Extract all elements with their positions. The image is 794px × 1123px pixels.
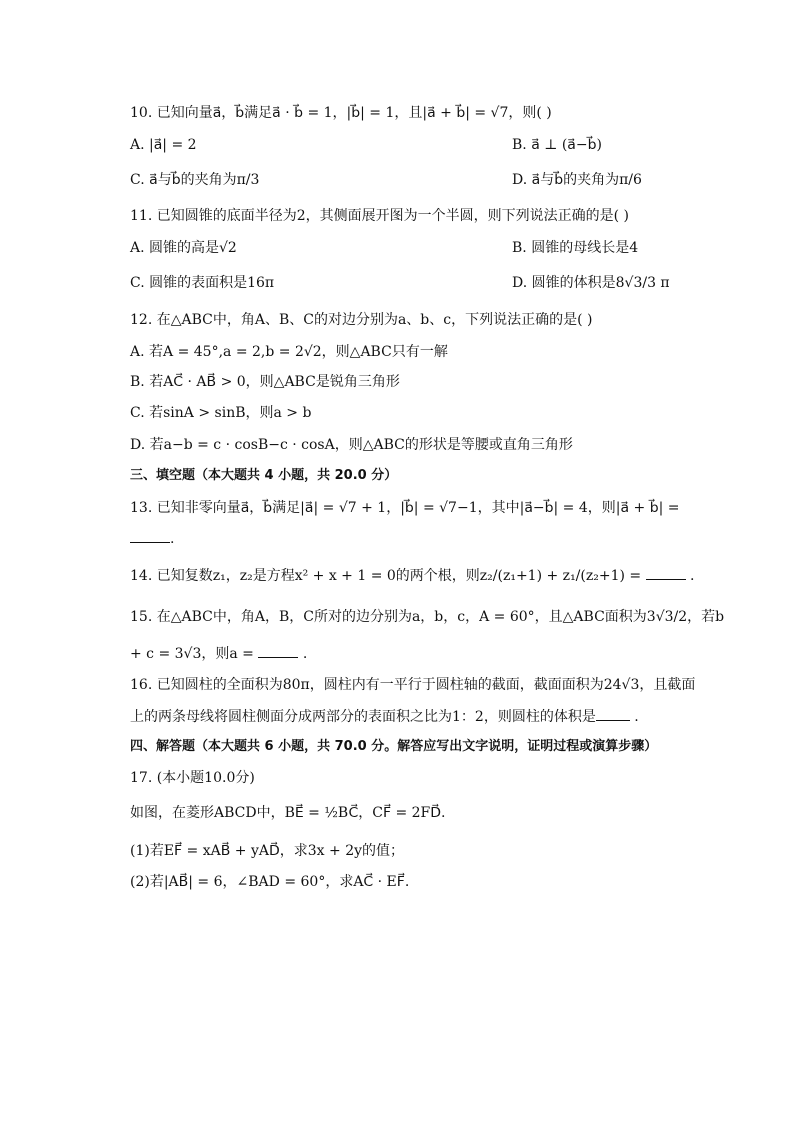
q11-option-b: B. 圆锥的母线长是4	[512, 240, 639, 256]
q11-stem: 11. 已知圆锥的底面半径为2，其侧面展开图为一个半圆，则下列说法正确的是( )	[130, 208, 629, 224]
answer-blank	[258, 643, 298, 658]
q12-option-d: D. 若a−b = c · cosB−c · cosA，则△ABC的形状是等腰或直角三角形	[130, 437, 573, 453]
q17-part1: (1)若EF⃗ = xAB⃗ + yAD⃗，求3x + 2y的值；	[130, 843, 405, 859]
q11-row2	[130, 273, 670, 293]
answer-blank	[596, 706, 630, 721]
q17-intro: 如图，在菱形ABCD中，BE⃗ = ½BC⃗，CF⃗ = 2FD⃗.	[130, 805, 446, 821]
answer-blank	[130, 528, 170, 543]
q15-line1: 15. 在△ABC中，角A，B，C所对的边分别为a，b，c，A = 60°，且△ABC面积为3√3/2，若b	[130, 609, 725, 625]
q10-option-a: A. |a⃗| = 2	[130, 137, 197, 153]
section-heading-answer: 四、解答题（本大题共 6 小题，共 70.0 分。解答应写出文字说明，证明过程或演算步骤）	[130, 739, 658, 754]
q13-line2: .	[130, 528, 174, 549]
q10-row1	[130, 135, 602, 155]
q11-row1	[130, 238, 639, 258]
q14: 14. 已知复数z₁，z₂是方程x² + x + 1 = 0的两个根，则z₂/(z₁+1) + z₁/(z₂+1) = .	[130, 565, 694, 586]
q13-line1: 13. 已知非零向量a⃗，b⃗满足|a⃗| = √7 + 1，|b⃗| = √7−1，其中|a⃗−b⃗| = 4，则|a⃗ + b⃗| =	[130, 500, 680, 516]
q15-line2: + c = 3√3，则a = .	[130, 643, 307, 664]
q10-option-b: B. a⃗ ⊥ (a⃗−b⃗)	[512, 137, 602, 153]
q17-head: 17. (本小题10.0分)	[130, 770, 255, 786]
q10-stem: 10. 已知向量a⃗，b⃗满足a⃗ · b⃗ = 1，|b⃗| = 1，且|a⃗ + b⃗| = √7，则( )	[130, 105, 552, 121]
q10-option-d: D. a⃗与b⃗的夹角为π/6	[512, 172, 642, 188]
answer-blank	[646, 565, 686, 580]
q11-option-c: C. 圆锥的表面积是16π	[130, 275, 275, 291]
q16-line2: 上的两条母线将圆柱侧面分成两部分的表面积之比为1：2，则圆柱的体积是 .	[130, 706, 639, 727]
q12-option-a: A. 若A = 45°,a = 2,b = 2√2，则△ABC只有一解	[130, 344, 448, 360]
q12-stem: 12. 在△ABC中，角A、B、C的对边分别为a、b、c，下列说法正确的是( )	[130, 312, 593, 328]
q10-row2	[130, 170, 642, 190]
q17-part2: (2)若|AB⃗| = 6，∠BAD = 60°，求AC⃗ · EF⃗.	[130, 874, 410, 890]
section-heading-fill: 三、填空题（本大题共 4 小题，共 20.0 分）	[130, 468, 398, 483]
q12-option-b: B. 若AC⃗ · AB⃗ > 0，则△ABC是锐角三角形	[130, 374, 400, 390]
q10-option-c: C. a⃗与b⃗的夹角为π/3	[130, 172, 260, 188]
q11-option-a: A. 圆锥的高是√2	[130, 240, 237, 256]
q11-option-d: D. 圆锥的体积是8√3/3 π	[512, 275, 670, 291]
q12-option-c: C. 若sinA > sinB，则a > b	[130, 405, 312, 421]
q16-line1: 16. 已知圆柱的全面积为80π，圆柱内有一平行于圆柱轴的截面，截面面积为24√3，且截面	[130, 677, 696, 693]
